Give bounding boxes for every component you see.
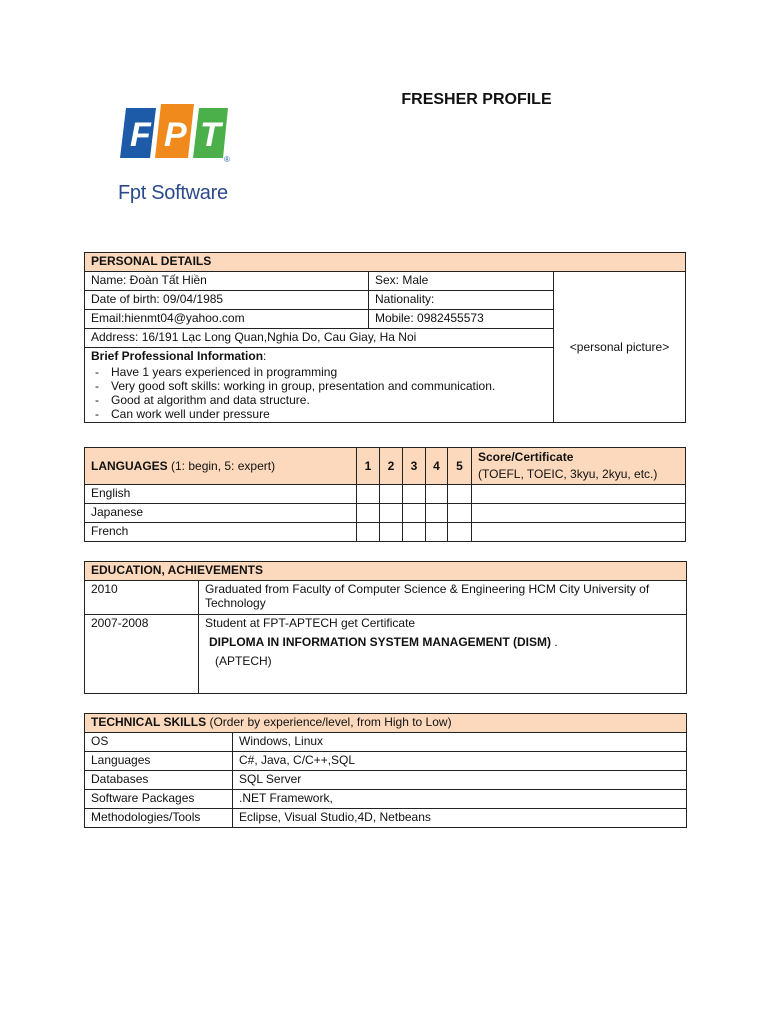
table-row: [85, 809, 687, 828]
skill-value: Eclipse, Visual Studio,4D, Netbeans: [233, 809, 687, 828]
name-field: Name: Đoàn Tất Hiền: [85, 272, 369, 291]
skill-value: SQL Server: [233, 771, 687, 790]
skill-label: Databases: [85, 771, 233, 790]
brief-professional-info: [85, 348, 554, 423]
technical-skills-table: [84, 713, 687, 828]
diploma-title: DIPLOMA IN INFORMATION SYSTEM MANAGEMENT (DISM): [209, 635, 551, 649]
personal-picture-placeholder: <personal picture>: [554, 272, 686, 423]
personal-details-table: [84, 252, 686, 423]
education-text: Student at FPT-APTECH get Certificate: [205, 616, 416, 630]
level-2-header: 2: [380, 448, 403, 485]
list-item: - Have 1 years experienced in programming: [95, 365, 547, 379]
logo-letter-t: T: [200, 116, 221, 154]
skill-label: Methodologies/Tools: [85, 809, 233, 828]
education-year: 2007-2008: [85, 615, 199, 694]
level-1-header: 1: [357, 448, 380, 485]
languages-header: [85, 448, 357, 485]
score-title: Score/Certificate: [478, 450, 574, 464]
level-3-header: 3: [403, 448, 426, 485]
company-name: Fpt Software: [118, 182, 228, 204]
personal-details-header: PERSONAL DETAILS: [85, 253, 686, 272]
brief-title: Brief Professional Information: [91, 349, 264, 363]
skill-value: .NET Framework,: [233, 790, 687, 809]
languages-title: LANGUAGES: [91, 459, 168, 473]
skill-value: Windows, Linux: [233, 733, 687, 752]
education-table: [84, 561, 687, 694]
language-french: French: [85, 523, 357, 542]
table-row: [85, 615, 687, 694]
level-5-header: 5: [448, 448, 472, 485]
technical-skills-header: [85, 714, 687, 733]
skills-title: TECHNICAL SKILLS: [91, 715, 207, 729]
sex-field: Sex: Male: [369, 272, 554, 291]
brief-colon: :: [263, 349, 267, 363]
education-year: 2010: [85, 581, 199, 615]
mobile-field: Mobile: 0982455573: [369, 310, 554, 329]
skills-note: (Order by experience/level, from High to Low): [209, 715, 452, 729]
skill-label: OS: [85, 733, 233, 752]
table-row: [85, 790, 687, 809]
registered-mark: ®: [224, 155, 230, 164]
skill-label: Languages: [85, 752, 233, 771]
table-row: [85, 752, 687, 771]
list-item: - Very good soft skills: working in group, presentation and communication.: [95, 379, 547, 393]
list-item: - Good at algorithm and data structure.: [95, 393, 547, 407]
language-japanese: Japanese: [85, 504, 357, 523]
table-row: [85, 485, 686, 504]
education-header: EDUCATION, ACHIEVEMENTS: [85, 562, 687, 581]
fpt-logo-tiles-icon: [116, 100, 236, 170]
logo-letter-p: P: [164, 116, 187, 154]
languages-table: [84, 447, 686, 542]
diploma-issuer: (APTECH): [215, 654, 272, 668]
list-item: - Can work well under pressure: [95, 407, 547, 421]
diploma-line: [205, 635, 680, 649]
skill-label: Software Packages: [85, 790, 233, 809]
level-4-header: 4: [426, 448, 448, 485]
skill-value: C#, Java, C/C++,SQL: [233, 752, 687, 771]
address-field: Address: 16/191 Lạc Long Quan,Nghia Do, Cau Giay, Ha Noi: [85, 329, 554, 348]
brief-list: [91, 365, 547, 421]
table-row: [85, 733, 687, 752]
table-row: [85, 504, 686, 523]
education-text: Graduated from Faculty of Computer Science & Engineering HCM City University of Technology: [199, 581, 687, 615]
score-note: (TOEFL, TOEIC, 3kyu, 2kyu, etc.): [478, 467, 658, 481]
fpt-logo: [116, 100, 236, 210]
table-row: [85, 771, 687, 790]
language-english: English: [85, 485, 357, 504]
email-field: Email:hienmt04@yahoo.com: [85, 310, 369, 329]
languages-note: (1: begin, 5: expert): [171, 459, 276, 473]
dob-field: Date of birth: 09/04/1985: [85, 291, 369, 310]
diploma-suffix: .: [550, 635, 558, 649]
score-certificate-header: [472, 448, 686, 485]
nationality-field: Nationality:: [369, 291, 554, 310]
page-title: FRESHER PROFILE: [401, 91, 552, 108]
education-detail: [199, 615, 687, 694]
logo-letter-f: F: [130, 116, 151, 154]
table-row: [85, 523, 686, 542]
table-row: [85, 581, 687, 615]
